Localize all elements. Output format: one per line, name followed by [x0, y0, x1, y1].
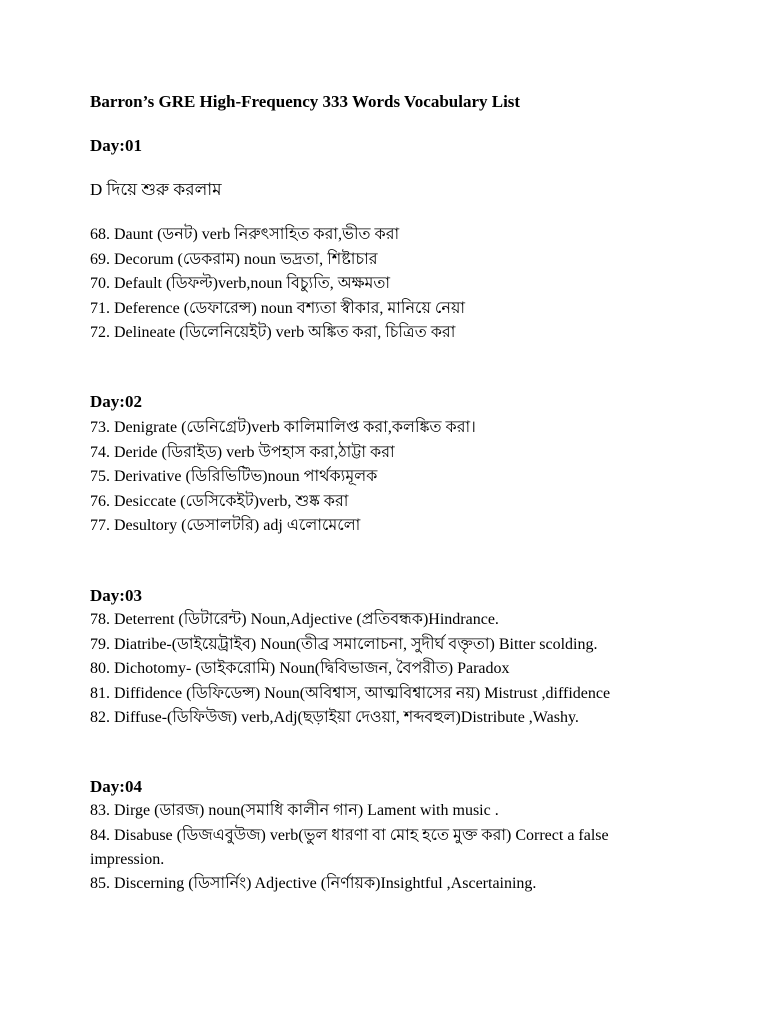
word-entry: 71. Deference (ডেফারেন্স) noun বশ্যতা স্বীকার, মানিয়ে নেয়া: [90, 299, 466, 317]
word-entry: 73. Denigrate (ডেনিগ্রেট)verb কালিমালিপ্ত করা,কলঙ্কিত করা।: [90, 419, 476, 436]
day-02-word-list: [90, 416, 690, 539]
word-entry: 69. Decorum (ডেকরাম) noun ভদ্রতা, শিষ্টাচার: [90, 250, 378, 268]
word-entry: 75. Derivative (ডিরিভিটিভ)noun পার্থক্যমূলক: [90, 468, 378, 485]
word-entry: 72. Delineate (ডিলেনিয়েইট) verb অঙ্কিত করা, চিত্রিত করা: [90, 324, 456, 341]
word-entry: 79. Diatribe-(ডাইয়েট্রাইব) Noun(তীব্র সমালোচনা, সুদীর্ঘ বক্তৃতা) Bitter scolding.: [90, 635, 598, 653]
day-03-word-list: [90, 608, 690, 731]
word-entry: 68. Daunt (ডনট) verb নিরুৎসাহিত করা,ভীত করা: [90, 226, 400, 243]
day-04-word-list: [90, 799, 690, 896]
word-entry: 74. Deride (ডিরাইড) verb উপহাস করা,ঠাট্টা করা: [90, 443, 395, 461]
intro-text: D দিয়ে শুরু করলাম: [90, 180, 222, 199]
word-entry: 70. Default (ডিফল্ট)verb,noun বিচ্যুতি, অক্ষমতা: [90, 275, 391, 292]
day-01-word-list: [90, 223, 690, 346]
day-heading-03: Day:03: [90, 586, 142, 605]
word-entry: 77. Desultory (ডেসালটরি) adj এলোমেলো: [90, 517, 361, 534]
word-entry: 85. Discerning (ডিসার্নিং) Adjective (নির্ণায়ক)Insightful ,Ascertaining.: [90, 874, 537, 892]
day-heading-01: Day:01: [90, 136, 142, 155]
word-entry: 76. Desiccate (ডেসিকেইট)verb, শুষ্ক করা: [90, 492, 349, 510]
word-entry: 80. Dichotomy- (ডাইকরোমি) Noun(দ্বিবিভাজন, বৈপরীত) Paradox: [90, 660, 510, 677]
word-entry: 82. Diffuse-(ডিফিউজ) verb,Adj(ছড়াইয়া দেওয়া, শব্দবহুল)Distribute ,Washy.: [90, 709, 579, 726]
document-title: Barron’s GRE High-Frequency 333 Words Vocabulary List: [90, 92, 521, 111]
word-entry: 78. Deterrent (ডিটারেন্ট) Noun,Adjective (প্রতিবন্ধক)Hindrance.: [90, 611, 499, 628]
word-entry: 84. Disabuse (ডিজএবুউজ) verb(ভুল ধারণা বা মোহ হতে মুক্ত করা) Correct a false impression.: [90, 826, 609, 868]
word-entry: 81. Diffidence (ডিফিডেন্স) Noun(অবিশ্বাস, আত্মবিশ্বাসের নয়) Mistrust ,diffidence: [90, 684, 611, 702]
day-heading-02: Day:02: [90, 392, 142, 411]
day-heading-04: Day:04: [90, 777, 142, 796]
word-entry: 83. Dirge (ডারজ) noun(সমাধি কালীন গান) Lament with music .: [90, 802, 499, 819]
